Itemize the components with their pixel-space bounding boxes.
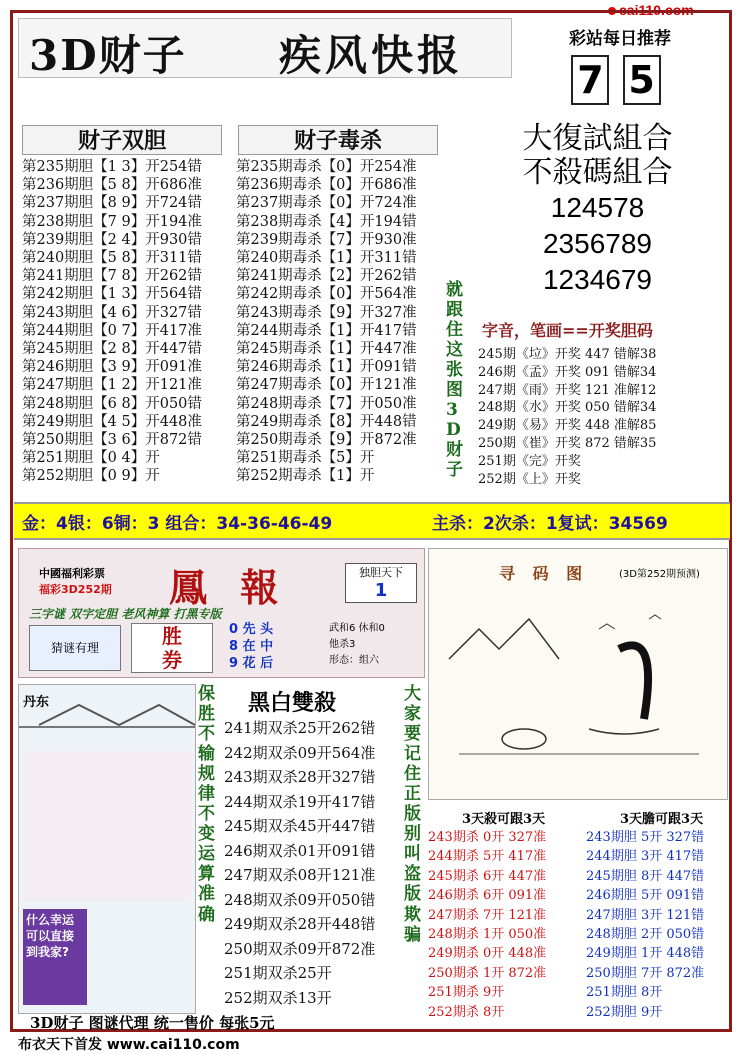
phoenix-grid-row: 8 在 中 xyxy=(229,639,274,654)
list-item: 245期双杀45开447错 xyxy=(224,817,376,835)
list-item: 251期胆 8开 xyxy=(586,985,663,1001)
phoenix-grid xyxy=(229,621,273,672)
vertical-slogan-right: 大家要记住正版别叫盗版欺骗 xyxy=(404,684,421,945)
list-item: 247期杀 7开 121准 xyxy=(428,907,547,923)
phoenix-side-label: 独胆天下 xyxy=(359,566,403,579)
list-item: 第241期胆【7 8】开262错 xyxy=(22,268,202,285)
list-item: 249期双杀28开448错 xyxy=(224,915,376,933)
list-item: 249期杀 0开 448准 xyxy=(428,946,547,962)
list-item: 第241期毒杀【2】开262错 xyxy=(236,268,417,285)
list-item: 243期胆 5开 327错 xyxy=(586,830,705,845)
xunma-title: 寻 码 图 xyxy=(499,564,589,583)
list-item: 248期杀 1开 050准 xyxy=(428,927,547,943)
combo-number: 2356789 xyxy=(542,228,652,259)
ziyin-header: 字音，笔画==开奖胆码 xyxy=(482,321,653,340)
list-item: 第236期毒杀【0】开686准 xyxy=(236,177,417,194)
list-item: 第248期毒杀【7】开050准 xyxy=(236,395,417,412)
list-item: 第252期毒杀【1】开 xyxy=(236,468,375,485)
list-item: 248期《水》开奖 050 错解34 xyxy=(478,400,657,416)
kill-header-box xyxy=(238,125,438,155)
list-item: 第242期胆【1 3】开564错 xyxy=(22,286,202,303)
list-item: 第240期毒杀【1】开311错 xyxy=(236,250,417,267)
list-item: 第249期毒杀【8】开448错 xyxy=(236,413,417,430)
lottery-issue: 福彩3D252期 xyxy=(39,583,112,596)
phoenix-note: 武和6 休和0 xyxy=(329,623,385,634)
phoenix-grid-row: 9 花 后 xyxy=(229,656,274,671)
list-item: 249期胆 1开 448错 xyxy=(586,946,705,962)
phoenix-note: 他杀3 xyxy=(329,639,356,650)
list-item: 第247期胆【1 2】开121准 xyxy=(22,377,202,394)
list-item: 246期双杀01开091错 xyxy=(224,841,376,860)
list-item: 第250期胆【3 6】开872错 xyxy=(22,432,202,449)
list-item: 第246期毒杀【1】开091错 xyxy=(236,359,417,376)
phoenix-win-box xyxy=(131,623,213,673)
vertical-slogan-left: 保胜不输规律不变运算准确 xyxy=(198,684,215,925)
phoenix-grid-row: 0 先 头 xyxy=(229,622,274,637)
left-poster xyxy=(18,684,196,1014)
dan-list xyxy=(22,158,202,486)
list-item: 第235期胆【1 3】开254错 xyxy=(22,159,202,175)
list-item: 245期杀 6开 447准 xyxy=(428,868,547,884)
list-item: 第238期毒杀【4】开194错 xyxy=(236,213,417,230)
phoenix-key-box xyxy=(29,625,121,671)
poster-question xyxy=(23,909,87,1005)
list-item: 244期杀 5开 417准 xyxy=(428,849,547,865)
list-item: 第251期毒杀【5】开 xyxy=(236,450,375,467)
dan-header-box xyxy=(22,125,222,155)
list-item: 第244期毒杀【1】开417错 xyxy=(236,322,417,339)
recommend-digit: 7 xyxy=(571,55,609,105)
bridge-image xyxy=(19,685,195,745)
list-item: 第238期胆【7 9】开194准 xyxy=(22,213,202,230)
phoenix-note: 形态：组六 xyxy=(329,655,379,666)
combo-number: 1234679 xyxy=(542,264,652,295)
list-item: 244期胆 3开 417错 xyxy=(586,849,705,865)
title-right: 疾风快报 xyxy=(279,31,464,80)
heibai-list xyxy=(224,716,375,1010)
recommend-label: 彩站每日推荐 xyxy=(569,29,671,49)
summary-right: 主杀：2次杀：1复试：34569 xyxy=(432,514,668,534)
list-item: 247期《雨》开奖 121 准解12 xyxy=(478,382,657,398)
phoenix-key: 券 xyxy=(162,648,182,672)
list-item: 245期《垃》开奖 447 错解38 xyxy=(478,347,657,362)
bird-icon xyxy=(599,624,615,629)
list-item: 252期双杀13开 xyxy=(224,988,332,1007)
list-item: 第246期胆【3 9】开091准 xyxy=(22,359,202,376)
list-item: 第240期胆【5 8】开311错 xyxy=(22,250,202,267)
list-item: 252期胆 9开 xyxy=(586,1004,663,1020)
list-item: 252期《上》开奖 xyxy=(478,471,581,487)
kill3-header: 3天殺可跟3天 xyxy=(462,812,546,827)
combo-number: 124578 xyxy=(550,192,645,223)
lottery-name: 中國福利彩票 xyxy=(39,567,105,580)
list-item: 248期双杀09开050错 xyxy=(224,890,376,909)
phoenix-slogan: 三字谜 双字定胆 老风神算 打黑专版 xyxy=(29,607,222,621)
xunma-subtitle: (3D第252期预测) xyxy=(619,569,700,580)
list-item: 246期《孟》开奖 091 错解34 xyxy=(478,364,657,380)
list-item: 第243期毒杀【9】开327准 xyxy=(236,304,417,321)
summary-strip xyxy=(14,502,730,540)
list-item: 第252期胆【0 9】开 xyxy=(22,468,160,485)
list-item: 251期双杀25开 xyxy=(224,964,332,982)
list-item: 第239期毒杀【7】开930准 xyxy=(236,231,417,248)
kill-list xyxy=(236,158,417,486)
phoenix-notes xyxy=(329,621,385,669)
dan3-header: 3天膽可跟3天 xyxy=(620,812,704,827)
list-item: 244期双杀19开417错 xyxy=(224,792,376,811)
combo-line1: 大復試組合 xyxy=(522,121,673,156)
list-item: 第248期胆【6 8】开050错 xyxy=(22,395,202,412)
list-item: 249期《易》开奖 448 准解85 xyxy=(478,418,657,434)
follow-vertical-text: 就跟住这张图3D财子 xyxy=(446,280,463,481)
ziyin-list xyxy=(478,346,656,488)
title-box xyxy=(18,18,512,78)
poster-header: 丹东 xyxy=(23,695,50,710)
phoenix-title: 鳳 報 xyxy=(169,565,289,610)
phoenix-key: 猜谜有理 xyxy=(50,641,99,655)
list-item: 245期胆 8开 447错 xyxy=(586,868,705,884)
heibai-header: 黑白雙殺 xyxy=(248,690,337,716)
list-item: 第235期毒杀【0】开254准 xyxy=(236,159,417,175)
list-item: 242期双杀09开564准 xyxy=(224,743,376,762)
list-item: 第250期毒杀【9】开872准 xyxy=(236,432,417,449)
mountain-outline xyxy=(449,619,559,659)
list-item: 第239期胆【2 4】开930错 xyxy=(22,231,202,248)
list-item: 第247期毒杀【0】开121准 xyxy=(236,377,417,394)
list-item: 247期胆 3开 121错 xyxy=(586,907,705,923)
list-item: 248期胆 2开 050错 xyxy=(586,927,705,943)
combo-line2: 不殺碼組合 xyxy=(522,155,673,190)
combo-box xyxy=(470,122,725,302)
list-item: 第245期毒杀【1】开447准 xyxy=(236,341,417,358)
footer-strip: 3D财子 图谜代理 统一售价 每张5元 xyxy=(30,1014,275,1032)
list-item: 241期双杀25开262错 xyxy=(224,719,376,737)
list-item: 第237期毒杀【0】开724准 xyxy=(236,195,417,212)
phoenix-side-box xyxy=(345,563,417,603)
list-item: 第244期胆【0 7】开417准 xyxy=(22,322,202,339)
summary-left: 金：4银：6铜：3 组合：34-36-46-49 xyxy=(22,514,333,534)
list-item: 251期杀 9开 xyxy=(428,985,505,1001)
kill-header: 财子毒杀 xyxy=(293,128,382,154)
site-logo-watermark: cai110.com xyxy=(608,2,694,18)
xunma-panel xyxy=(428,548,728,800)
list-item: 第236期胆【5 8】开686准 xyxy=(22,177,202,194)
title-left: 3D财子 xyxy=(29,31,187,80)
list-item: 250期杀 1开 872准 xyxy=(428,965,547,981)
list-item: 243期双杀28开327错 xyxy=(224,768,376,786)
list-item: 246期杀 6开 091准 xyxy=(428,888,547,904)
list-item: 252期杀 8开 xyxy=(428,1004,505,1020)
phoenix-panel xyxy=(18,548,425,678)
phoenix-side-num: 1 xyxy=(374,580,388,601)
list-item: 第237期胆【8 9】开724错 xyxy=(22,195,202,212)
dan-header: 财子双胆 xyxy=(77,128,166,154)
poster-question-text: 什么幸运可以直接到我家? xyxy=(26,913,75,959)
rabbit-icon xyxy=(502,729,546,749)
xunma-drawing xyxy=(439,589,719,789)
moon-icon xyxy=(619,645,648,719)
recommend-box xyxy=(520,24,720,116)
list-item: 第242期毒杀【0】开564准 xyxy=(236,286,417,303)
list-item: 250期双杀09开872准 xyxy=(224,939,376,958)
list-item: 250期《崔》开奖 872 错解35 xyxy=(478,435,657,451)
kill3-list xyxy=(428,828,546,1022)
recommend-digits xyxy=(520,55,720,105)
phoenix-key: 胜 xyxy=(162,624,182,648)
dan3-list xyxy=(586,828,704,1022)
poster-flowers xyxy=(23,751,191,901)
list-item: 第245期胆【2 8】开447错 xyxy=(22,341,202,358)
list-item: 第243期胆【4 6】开327错 xyxy=(22,304,202,321)
list-item: 250期胆 7开 872准 xyxy=(586,965,705,981)
list-item: 243期杀 0开 327准 xyxy=(428,830,547,845)
bird-icon xyxy=(649,615,661,619)
phoenix-top-left xyxy=(39,565,112,597)
boat-icon xyxy=(589,729,659,734)
list-item: 第251期胆【0 4】开 xyxy=(22,450,160,467)
list-item: 251期《完》开奖 xyxy=(478,453,581,469)
list-item: 第249期胆【4 5】开448准 xyxy=(22,413,202,430)
list-item: 246期胆 5开 091错 xyxy=(586,888,705,904)
list-item: 247期双杀08开121准 xyxy=(224,866,376,884)
recommend-digit: 5 xyxy=(623,55,661,105)
footer-bottom: 布衣天下首发 www.cai110.com xyxy=(18,1037,240,1053)
